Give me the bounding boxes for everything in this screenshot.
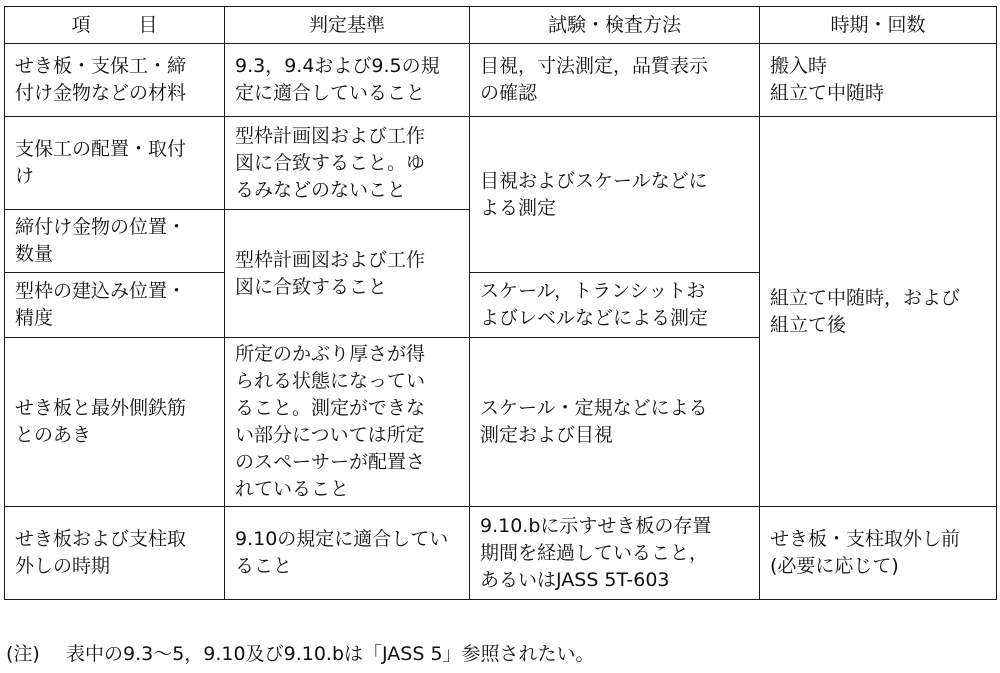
cell-line: 目視およびスケールなどに (480, 169, 708, 192)
cell-line: るみなどのないこと (235, 178, 407, 201)
cell-criteria (225, 44, 470, 117)
header-criteria: 判定基準 (225, 7, 470, 44)
cell-method (470, 117, 760, 273)
cell-line: 図に合致すること (235, 275, 388, 298)
cell-method (470, 338, 760, 507)
cell-line: い部分については所定 (235, 424, 425, 446)
cell-item (5, 338, 225, 507)
cell-line: 9.3，9.4および9.5の規 (235, 55, 440, 77)
header-item-part1: 項 (71, 13, 91, 36)
table-row (5, 507, 997, 600)
cell-timing (760, 507, 997, 600)
cell-line: 数量 (15, 243, 54, 265)
header-timing: 時期・回数 (760, 7, 997, 44)
cell-criteria (225, 507, 470, 600)
cell-line: け (15, 165, 35, 187)
cell-line: 組立て中随時 (770, 82, 885, 104)
cell-line: あるいはJASS 5T-603 (480, 568, 670, 591)
cell-line: よびレベルなどによる測定 (480, 307, 709, 329)
cell-line: 目視，寸法測定，品質表示 (480, 55, 709, 77)
cell-criteria (225, 210, 470, 338)
footnote-mark: (注) (6, 643, 40, 665)
cell-line: れていること (235, 478, 350, 500)
cell-line: 外しの時期 (15, 555, 111, 577)
cell-line: とのあき (15, 424, 92, 446)
cell-line: ること。測定ができな (235, 397, 426, 419)
cell-line: (必要に応じて) (770, 555, 899, 577)
cell-line: よる測定 (480, 196, 557, 219)
cell-line: 締付け金物の位置・ (15, 216, 187, 238)
footnote (6, 642, 595, 666)
cell-line: 組立て中随時，および (770, 286, 961, 309)
cell-line: 搬入時 (770, 55, 828, 77)
cell-line: せき板および支柱取 (15, 528, 187, 550)
cell-method (470, 507, 760, 600)
cell-line: せき板・支柱取外し前 (770, 528, 961, 550)
cell-line: 期間を経過していること， (480, 541, 709, 564)
header-method: 試験・検査方法 (470, 7, 760, 44)
cell-criteria (225, 338, 470, 507)
cell-item (5, 117, 225, 210)
cell-line: 図に合致すること。ゆ (235, 151, 426, 174)
cell-line: 型枠の建込み位置・ (15, 280, 187, 302)
cell-item (5, 44, 225, 117)
cell-line: せき板・支保工・締 (15, 55, 187, 77)
table-header-row (5, 7, 997, 44)
cell-line: 型枠計画図および工作 (235, 124, 426, 147)
cell-line: スケール・定規などによる (480, 397, 708, 419)
cell-line: られる状態になってい (235, 370, 426, 392)
cell-timing (760, 44, 997, 117)
cell-line: ること (235, 555, 293, 577)
cell-line: 支保工の配置・取付 (15, 138, 187, 160)
table-row (5, 117, 997, 210)
footnote-text: 表中の9.3～5，9.10及び9.10.bは「JASS 5」参照されたい。 (66, 643, 595, 665)
cell-timing (760, 117, 997, 507)
cell-line: 定に適合していること (235, 82, 426, 104)
table-row (5, 44, 997, 117)
cell-item (5, 210, 225, 273)
header-item (5, 7, 225, 44)
cell-method (470, 44, 760, 117)
cell-line: のスペーサーが配置さ (235, 451, 426, 473)
cell-line: 精度 (15, 307, 54, 329)
cell-line: 組立て後 (770, 313, 847, 336)
cell-line: せき板と最外側鉄筋 (15, 397, 187, 419)
cell-line: 付け金物などの材料 (15, 82, 187, 104)
cell-criteria (225, 117, 470, 210)
cell-method (470, 273, 760, 338)
cell-line: の確認 (480, 82, 538, 104)
cell-line: スケール，トランシットお (480, 280, 706, 302)
cell-line: 型枠計画図および工作 (235, 248, 426, 271)
cell-item (5, 273, 225, 338)
cell-line: 9.10.bに示すせき板の存置 (480, 514, 712, 537)
cell-line: 所定のかぶり厚さが得 (235, 343, 426, 365)
inspection-table (4, 6, 997, 600)
header-item-part2: 目 (138, 13, 158, 36)
cell-item (5, 507, 225, 600)
cell-line: 測定および目視 (480, 424, 614, 446)
cell-line: 9.10の規定に適合してい (235, 528, 449, 550)
